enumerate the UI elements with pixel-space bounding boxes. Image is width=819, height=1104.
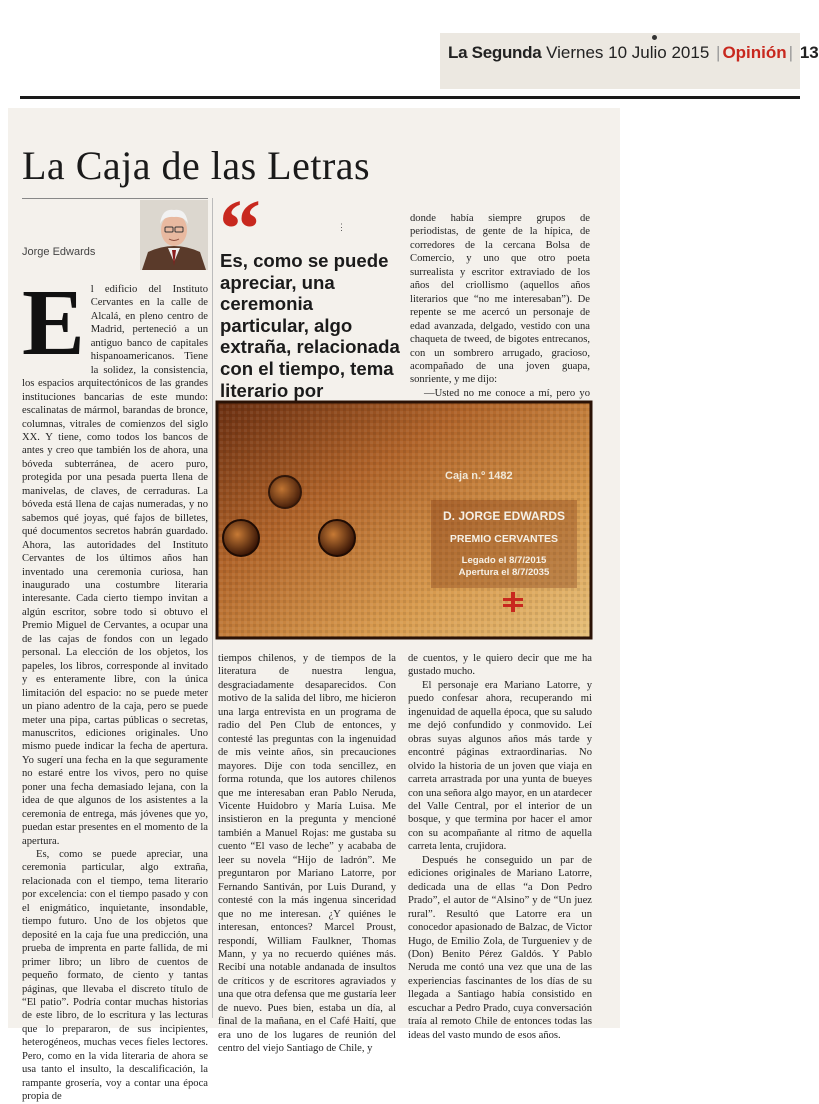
paragraph: l edificio del Instituto Cervantes en la calle de Alcalá, en pleno centro de Madrid, perteneció a un antiguo banco de capitales hispanoamericanos. Tiene la solidez, la consistencia, los espacios arquitectónicos de las grandes instituciones bancarias de este mundo: escalinatas de mármol, barandas de bronce, columnas, vitrales de comienzos del siglo XX. Y tiene, como todos los bancos de antes y creo que también los de ahora, una bóveda subterránea, de acero puro, protegida por una pesada puerta llena de manivelas, de claves, de cerraduras. La bóveda está llena de cajas numeradas, y no sabemos qué joyas, qué fajos de billetes, qué documentos secretos habrán guardado. Ahora, las autoridades del Instituto Cervantes de los últimos años han inventado una ceremonia curiosa, han inaugurado una costumbre literaria interesante. Cada cierto tiempo invitan a algún escritor, sobre todo si obtuvo el Premio Miguel de Cervantes, a ocupar una de las cajas de fondos con un legado personal. La elección de los objetos, los papeles, los libros, corresponde al invitado y es enteramente libre, con la única limitación del espacio: no se puede meter un piano adentro de la caja, pero se puede meter una pipa, cartas públicas o secretas, manuscritos, ediciones originales. Uno mismo puede indicar la fecha de apertura. Yo sugerí una fecha en la que seguramente no estaré entre los vivos, pero no quise poner una fecha demasiado lejana, con la idea de que algunos de los asistentes a la ceremonia de entrega, más jóvenes que yo, puedan estar presentes en el momento de la apertura. — [22, 284, 208, 847]
section-name: Opinión — [722, 43, 787, 62]
author-name: Jorge Edwards — [22, 246, 96, 258]
author-portrait-illustration — [140, 200, 208, 270]
box-award: PREMIO CERVANTES — [449, 533, 559, 545]
masthead-separator: | — [716, 43, 721, 62]
paragraph: donde había siempre grupos de periodistas, de gente de la hípica, de corredores de la cercana Bolsa de Comercio, y uno que otro poeta surrealista y escritor extraviado de los años del criollismo (aquellos años literarios que “no me interesaban”). De repente se me acercó un personaje de edad avanzada, delgado, vestido con una chaqueta de tweed, de bigotes entrecanos, con un sombrero arrugado, gracioso, acompañado de una joven guapa, sonriente, y me dijo: — [410, 213, 590, 386]
safe-box-photo — [217, 402, 591, 638]
byline-divider — [22, 198, 208, 199]
box-number: Caja n.º 1482 — [445, 470, 513, 482]
article-column-2 — [410, 212, 590, 399]
box-owner-name: D. JORGE EDWARDS — [442, 509, 565, 523]
paragraph: —Usted no me conoce a mí, pero yo — [424, 387, 590, 399]
paragraph: Después he conseguido un par de ediciones originales de Mariano Latorre, dedicada una de ellas “a Don Pedro Prado”, el autor de “Alsino” y de “Un juez rural”. Resultó que Latorre era un conocedor apasionado de Balzac, de Victor Hugo, de Emilio Zola, de Turgueniev y de (Don) Benito Pérez Galdós. Y Pablo Neruda me contó una vez que una de las experiencias fascinantes de los días de su llegada a Santiago había consistido en escuchar a Pedro Prado, cuya conversación traía al remoto Chile de entonces todas las ideas del vasto mundo de esos años. — [408, 854, 592, 1041]
drop-cap: E — [22, 271, 85, 375]
masthead — [440, 33, 819, 89]
page-number: 13 — [799, 43, 819, 62]
paragraph: tiempos chilenos, y de tiempos de la literatura de nuestra lengua, desgraciadamente desaparecidos. Con motivo de la salida del libro, me hicieron una larga entrevista en un programa de radio del Pen Club de entonces, y contesté las preguntas con la ingenuidad de mis veinte años, sin precauciones mayores. Dije con toda sencillez, en forma rotunda, que los autores chilenos que me interesaban eran Pablo Neruda, Vicente Huidobro y María Luisa. Me insistieron en la pregunta y mencioné también a Manuel Rojas: me gustaba su cuento “El vaso de leche” y acababa de leer su novela “Hijo de ladrón”. Me preguntaron por Mariano Latorre, por Fernando Santiván, por Luis Durand, y contesté con la más ingenua sinceridad que no me interesan. ¿Y quiénes le interesan, entonces? Marcel Proust, respondí, William Faulkner, Thomas Mann, y ya no recuerdo quiénes más. Recibí una notable andanada de insultos de críticos y de escritores agraviados y una que otra defensa que me gustaría leer de nuevo. Pues bien, estaba un día, al final de la mañana, en el Café Haití, que era uno de los lugares de reunión del centro del viejo Santiago de Chile, y — [218, 653, 396, 1055]
pull-quote: Es, como se puede apreciar, una ceremonia particular, algo extraña, relacionada con el tiempo, tema literario por — [220, 250, 400, 401]
article-column-4 — [408, 652, 592, 1041]
author-portrait — [140, 200, 208, 270]
masthead-separator: | — [788, 43, 794, 62]
box-legacy-date: Legado el 8/7/2015 — [461, 555, 547, 566]
masthead-dot — [652, 35, 657, 40]
box-opening-date: Apertura el 8/7/2035 — [458, 567, 550, 578]
masthead-row — [448, 43, 819, 63]
column-divider — [212, 198, 213, 1018]
publication-date: Viernes 10 Julio 2015 — [546, 43, 710, 62]
paragraph: Es, como se puede apreciar, una ceremonia particular, algo extraña, relacionada con el tiempo, tema literario por excelencia: con el tiempo pasado y con el enigmático, inquietante, insondable, tiempo futuro. Uno de los objetos que deposité en la caja fue una predicción, una prueba de imprenta en parte fallida, de mi primer libro; un libro de cuentos de pequeño formato, de ciento y tantas páginas, que llevaba el discreto título de “El patio”. Podría contar muchas historias de este libro, de lo escritura y las lecturas que lo prepararon, de sus incipientes, heterogéneos, muchas veces fieles lectores. Pero, como en la vida literaria de ahora se usa tanto el insulto, la descalificación, la rampante grosería, voy a contar una época propia de — [22, 849, 208, 1103]
newspaper-name: La Segunda — [448, 43, 542, 62]
top-rule — [20, 96, 800, 99]
article-title: La Caja de las Letras — [22, 143, 371, 188]
paragraph: de cuentos, y le quiero decir que me ha gustado mucho. — [408, 653, 592, 678]
colon-mark-icon: ⋮ — [337, 222, 346, 232]
paragraph: El personaje era Mariano Latorre, y puedo confesar ahora, recuperando mi ingenuidad de aquella época, que su saludo me dejó confundido y conmovido. Leí obras suyas algunos años más tarde y encontré páginas extraordinarias. No olvido la historia de un joven que viaja en carreta arrastrada por una yunta de bueyes con una señora algo mayor, en un atardecer del Valle Central, por el interior de un bosque, y que termina por hacer el amor con su acompañante al ritmo de aquella carreta lenta, crujidora. — [408, 679, 592, 853]
article-column-3 — [218, 652, 396, 1055]
quote-mark-icon: “ — [219, 183, 261, 276]
article-column-1 — [22, 271, 208, 1103]
